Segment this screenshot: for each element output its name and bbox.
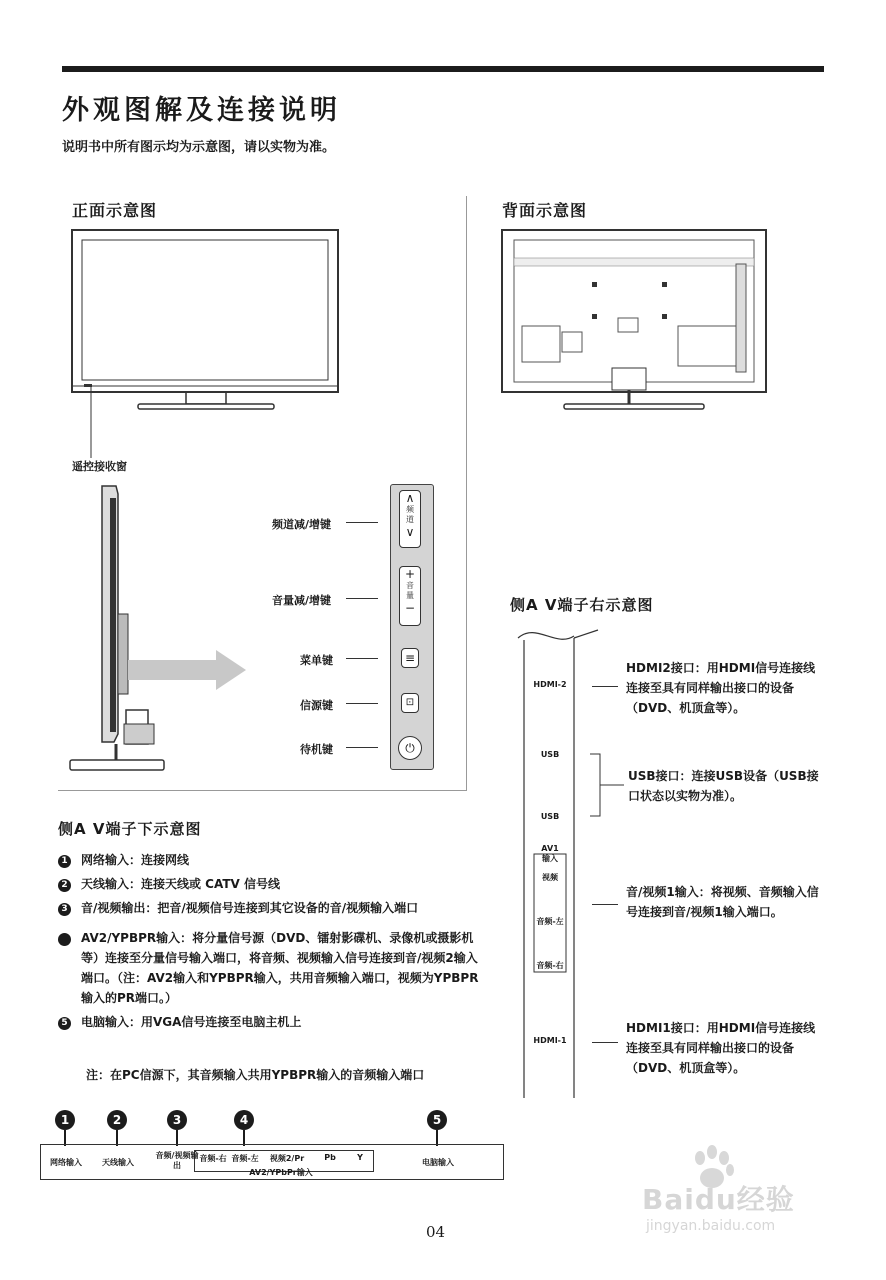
usb-description: USB接口：连接USB设备（USB接口状态以实物为准）。	[628, 769, 819, 803]
list-item: 1 网络输入：连接网线	[58, 850, 478, 870]
port-audio-right: 音频-右	[536, 961, 564, 970]
menu-key[interactable]: ≡	[401, 648, 419, 668]
panel-y-label: Y	[357, 1153, 363, 1162]
usb-bracket	[588, 752, 628, 820]
hdmi1-leader	[592, 1042, 618, 1043]
list-item: 3 音/视频输出：把音/视频信号连接到其它设备的音/视频输入端口	[58, 898, 478, 918]
panel-audio-right-label: 音频-右	[199, 1154, 227, 1163]
hdmi2-description: HDMI2接口：用HDMI信号连接线连接至具有同样输出接口的设备（DVD、机顶盒等）。	[626, 661, 816, 715]
source-key-label: 信源键	[300, 699, 333, 712]
channel-key-label: 频道减/增键	[272, 518, 332, 531]
remote-pointer-line	[82, 384, 102, 464]
back-tv-illustration	[500, 228, 770, 414]
standby-key[interactable]: ⏻	[398, 736, 422, 760]
port-usb-2: USB	[540, 812, 560, 821]
list-item: 5 电脑输入：用VGA信号连接至电脑主机上	[58, 1012, 478, 1032]
list-item: 2 天线输入：连接天线或 CATV 信号线	[58, 874, 478, 894]
back-heading: 背面示意图	[502, 201, 588, 220]
port-hdmi2: HDMI-2	[533, 680, 567, 689]
watermark-url: jingyan.baidu.com	[646, 1218, 776, 1234]
panel-number-2: 2	[107, 1110, 127, 1130]
page-title: 外观图解及连接说明	[62, 95, 341, 126]
page-number: 04	[426, 1223, 446, 1241]
bottom-side-heading: 侧A V端子下示意图	[58, 820, 202, 838]
port-av1-title: AV1	[541, 844, 559, 853]
hdmi2-leader	[592, 686, 618, 687]
menu-key-label: 菜单键	[300, 654, 333, 667]
list-item: 4 AV2/YPBPR输入：将分量信号源（DVD、镭射影碟机、录像机或摄影机等）连接至分量信号输入端口，将音频、视频输入信号连接到音/视频2输入端口。（注：AV2输入和YPBPR输入，共用音频输入端口，视频为YPBPR输入的PR端口。）	[49, 931, 479, 1005]
panel-antenna-label: 天线输入	[102, 1158, 134, 1167]
port-hdmi1: HDMI-1	[533, 1036, 567, 1045]
panel-number-1: 1	[55, 1110, 75, 1130]
right-side-heading: 侧A V端子右示意图	[510, 596, 654, 614]
source-key-leader	[346, 703, 378, 704]
page-subtitle: 说明书中所有图示均为示意图，请以实物为准。	[62, 140, 336, 155]
panel-av2-group-label: AV2/YPbPr输入	[249, 1168, 313, 1177]
vertical-divider	[466, 196, 467, 790]
port-usb-1: USB	[540, 750, 560, 759]
side-tv-illustration	[66, 484, 256, 780]
av1-description: 音/视频1输入：将视频、音频输入信号连接到音/视频1输入端口。	[626, 885, 819, 919]
front-heading: 正面示意图	[72, 201, 158, 220]
horizontal-divider	[58, 790, 467, 791]
panel-number-5: 5	[427, 1110, 447, 1130]
standby-key-leader	[346, 747, 378, 748]
remote-receiver-label: 遥控接收窗	[72, 460, 127, 473]
volume-key-leader	[346, 598, 378, 599]
port-audio-left: 音频-左	[536, 917, 564, 926]
hdmi1-description: HDMI1接口：用HDMI信号连接线连接至具有同样输出接口的设备（DVD、机顶盒等）。	[626, 1021, 816, 1075]
front-tv-illustration	[66, 226, 346, 416]
panel-video2-label: 视频2/Pr	[269, 1154, 305, 1163]
volume-key[interactable]: + 音 量 −	[399, 566, 421, 626]
port-video: 视频	[542, 873, 558, 882]
port-av1-sub: 输入	[542, 854, 558, 863]
standby-key-label: 待机键	[300, 743, 333, 756]
volume-key-label: 音量减/增键	[272, 594, 332, 607]
top-rule	[62, 66, 824, 72]
menu-key-leader	[346, 658, 378, 659]
panel-avout-label: 音频/视频输出	[155, 1151, 199, 1170]
panel-pb-label: Pb	[324, 1153, 336, 1162]
panel-audio-left-label: 音频-左	[231, 1154, 259, 1163]
panel-number-4: 4	[234, 1110, 254, 1130]
source-key[interactable]: ⊡	[401, 693, 419, 713]
panel-net-label: 网络输入	[50, 1158, 82, 1167]
panel-number-3: 3	[167, 1110, 187, 1130]
pc-audio-note: 注：在PC信源下，其音频输入共用YPBPR输入的音频输入端口	[86, 1068, 425, 1082]
panel-pc-label: 电脑输入	[422, 1158, 454, 1167]
watermark-brand: Baidu经验	[642, 1183, 795, 1216]
av1-leader	[592, 904, 618, 905]
channel-key[interactable]: ∧ 频 道 ∨	[399, 490, 421, 548]
channel-key-leader	[346, 522, 378, 523]
